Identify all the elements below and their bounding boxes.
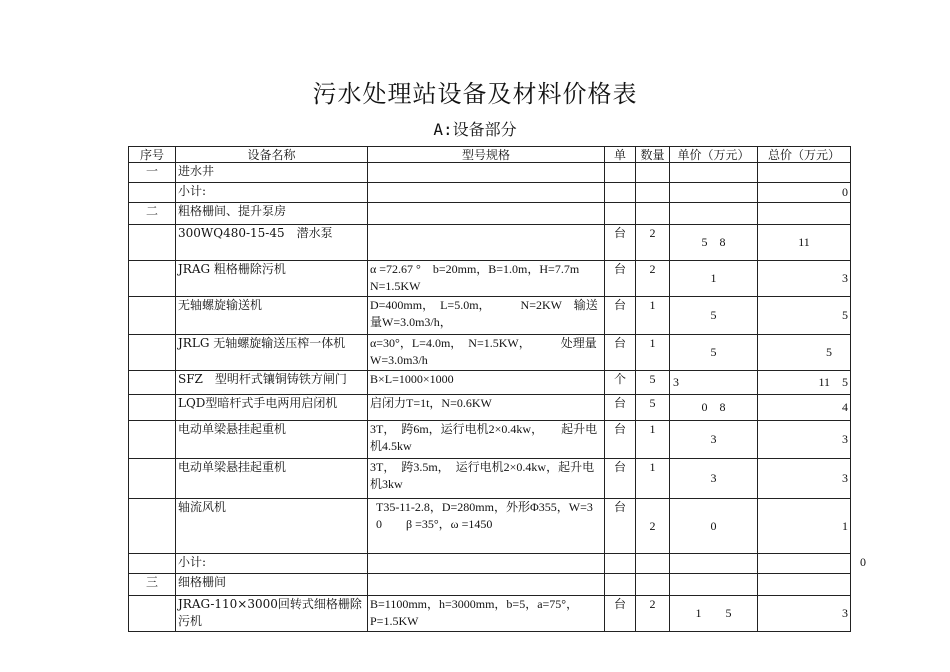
header-qty: 数量: [636, 147, 670, 163]
cell-no: [129, 261, 176, 297]
header-spec: 型号规格: [368, 147, 605, 163]
cell-name: 粗格栅间、提升泵房: [176, 203, 368, 225]
table-row: [129, 203, 851, 225]
cell-total: [758, 554, 851, 574]
cell-qty: 1: [636, 335, 670, 371]
cell-price: 0 8: [670, 395, 758, 421]
cell-price: [670, 203, 758, 225]
cell-qty: 1: [636, 459, 670, 499]
cell-name: JRAG-110×3000回转式细格栅除污机: [176, 596, 368, 632]
cell-unit: 台: [605, 596, 636, 632]
cell-no: [129, 459, 176, 499]
table-row: [129, 395, 851, 421]
cell-name: JRAG 粗格栅除污机: [176, 261, 368, 297]
cell-name: 电动单梁悬挂起重机: [176, 421, 368, 459]
cell-total: [758, 574, 851, 596]
cell-no: [129, 335, 176, 371]
cell-unit: [605, 574, 636, 596]
cell-no: [129, 183, 176, 203]
cell-total: 4: [758, 395, 851, 421]
cell-total: 11 5: [758, 371, 851, 395]
cell-spec: [368, 183, 605, 203]
cell-spec: B=1100mm，h=3000mm，b=5，a=75°，P=1.5KW: [368, 596, 605, 632]
cell-name: 无轴螺旋输送机: [176, 297, 368, 335]
cell-price: [670, 574, 758, 596]
header-no: 序号: [129, 147, 176, 163]
cell-total: 3: [758, 421, 851, 459]
cell-no: 一: [129, 163, 176, 183]
document-title: 污水处理站设备及材料价格表: [312, 80, 638, 108]
cell-unit: 台: [605, 225, 636, 261]
cell-price: 1 5: [670, 596, 758, 632]
table-row: [129, 163, 851, 183]
cell-price: 3: [670, 371, 758, 395]
cell-spec: 启闭力T=1t，N=0.6KW: [368, 395, 605, 421]
cell-no: [129, 499, 176, 554]
cell-unit: 个: [605, 371, 636, 395]
cell-unit: [605, 554, 636, 574]
cell-total: 0: [758, 183, 851, 203]
table-row: [129, 225, 851, 261]
cell-no: [129, 225, 176, 261]
cell-spec: α=30°，L=4.0m， N=1.5KW， 处理量W=3.0m3/h: [368, 335, 605, 371]
header-total: 总价（万元）: [758, 147, 851, 163]
cell-price: [670, 163, 758, 183]
cell-name: 进水井: [176, 163, 368, 183]
header-unit: 单: [605, 147, 636, 163]
cell-total: 5: [758, 297, 851, 335]
cell-qty: 5: [636, 371, 670, 395]
cell-name: LQD型暗杆式手电两用启闭机: [176, 395, 368, 421]
cell-unit: [605, 203, 636, 225]
cell-total: [758, 203, 851, 225]
cell-spec: B×L=1000×1000: [368, 371, 605, 395]
cell-price: [670, 554, 758, 574]
cell-qty: 1: [636, 421, 670, 459]
cell-unit: 台: [605, 395, 636, 421]
cell-qty: [636, 554, 670, 574]
cell-spec: T35-11-2.8，D=280mm，外形Φ355，W=3 0 β =35°，ω =1450: [368, 499, 605, 554]
cell-no: [129, 395, 176, 421]
cell-spec: [368, 574, 605, 596]
table-header-row: [129, 147, 851, 163]
table-row: [129, 459, 851, 499]
cell-total: 1: [758, 499, 851, 554]
cell-unit: 台: [605, 459, 636, 499]
cell-name: 300WQ480-15-45 潜水泵: [176, 225, 368, 261]
cell-qty: 2: [636, 261, 670, 297]
table-row: [129, 371, 851, 395]
cell-price: 1: [670, 261, 758, 297]
cell-no: 二: [129, 203, 176, 225]
cell-total: 3: [758, 459, 851, 499]
cell-unit: 台: [605, 499, 636, 554]
cell-spec: 3T， 跨6m，运行电机2×0.4kw， 起升电机4.5kw: [368, 421, 605, 459]
cell-spec: [368, 554, 605, 574]
cell-name: 电动单梁悬挂起重机: [176, 459, 368, 499]
cell-qty: [636, 203, 670, 225]
cell-total: 3: [758, 596, 851, 632]
cell-total: 3: [758, 261, 851, 297]
cell-price: 3: [670, 421, 758, 459]
cell-name: 小计:: [176, 183, 368, 203]
cell-no: [129, 596, 176, 632]
cell-price: 5: [670, 335, 758, 371]
table-row: [129, 335, 851, 371]
cell-no: [129, 421, 176, 459]
cell-name: 细格栅间: [176, 574, 368, 596]
table-row: [129, 596, 851, 632]
cell-name: JRLG 无轴螺旋输送压榨一体机: [176, 335, 368, 371]
cell-qty: [636, 574, 670, 596]
header-name: 设备名称: [176, 147, 368, 163]
cell-qty: 2: [636, 596, 670, 632]
cell-no: 三: [129, 574, 176, 596]
cell-price: 5: [670, 297, 758, 335]
price-table: [128, 146, 851, 632]
cell-spec: 3T， 跨3.5m， 运行电机2×0.4kw，起升电机3kw: [368, 459, 605, 499]
cell-no: [129, 554, 176, 574]
cell-qty: [636, 163, 670, 183]
cell-qty: 2: [636, 499, 670, 554]
cell-unit: 台: [605, 335, 636, 371]
cell-total: 5: [758, 335, 851, 371]
cell-qty: 1: [636, 297, 670, 335]
header-price: 单价（万元）: [670, 147, 758, 163]
cell-spec: [368, 163, 605, 183]
cell-name: SFZ 型明杆式镶铜铸铁方闸门: [176, 371, 368, 395]
cell-qty: 2: [636, 225, 670, 261]
cell-no: [129, 371, 176, 395]
cell-qty: 5: [636, 395, 670, 421]
cell-spec: D=400mm， L=5.0m， N=2KW 输送量W=3.0m3/h，: [368, 297, 605, 335]
cell-unit: [605, 183, 636, 203]
cell-spec: [368, 225, 605, 261]
cell-price: [670, 183, 758, 203]
cell-unit: 台: [605, 297, 636, 335]
cell-spec: α =72.67 ° b=20mm，B=1.0m，H=7.7m N=1.5KW: [368, 261, 605, 297]
table-row: [129, 554, 851, 574]
cell-total: [758, 163, 851, 183]
cell-price: 5 8: [670, 225, 758, 261]
subtotal-value-outside: 0: [860, 555, 866, 569]
table-row: [129, 297, 851, 335]
cell-name: 小计:: [176, 554, 368, 574]
cell-total: 11: [758, 225, 851, 261]
table-row: [129, 421, 851, 459]
cell-price: 0: [670, 499, 758, 554]
table-row: [129, 499, 851, 554]
table-row: [129, 261, 851, 297]
cell-unit: 台: [605, 261, 636, 297]
cell-unit: 台: [605, 421, 636, 459]
section-subtitle: A:设备部分: [433, 120, 517, 139]
cell-name: 轴流风机: [176, 499, 368, 554]
cell-no: [129, 297, 176, 335]
cell-qty: [636, 183, 670, 203]
cell-unit: [605, 163, 636, 183]
table-row: [129, 183, 851, 203]
cell-price: 3: [670, 459, 758, 499]
cell-spec: [368, 203, 605, 225]
table-row: [129, 574, 851, 596]
